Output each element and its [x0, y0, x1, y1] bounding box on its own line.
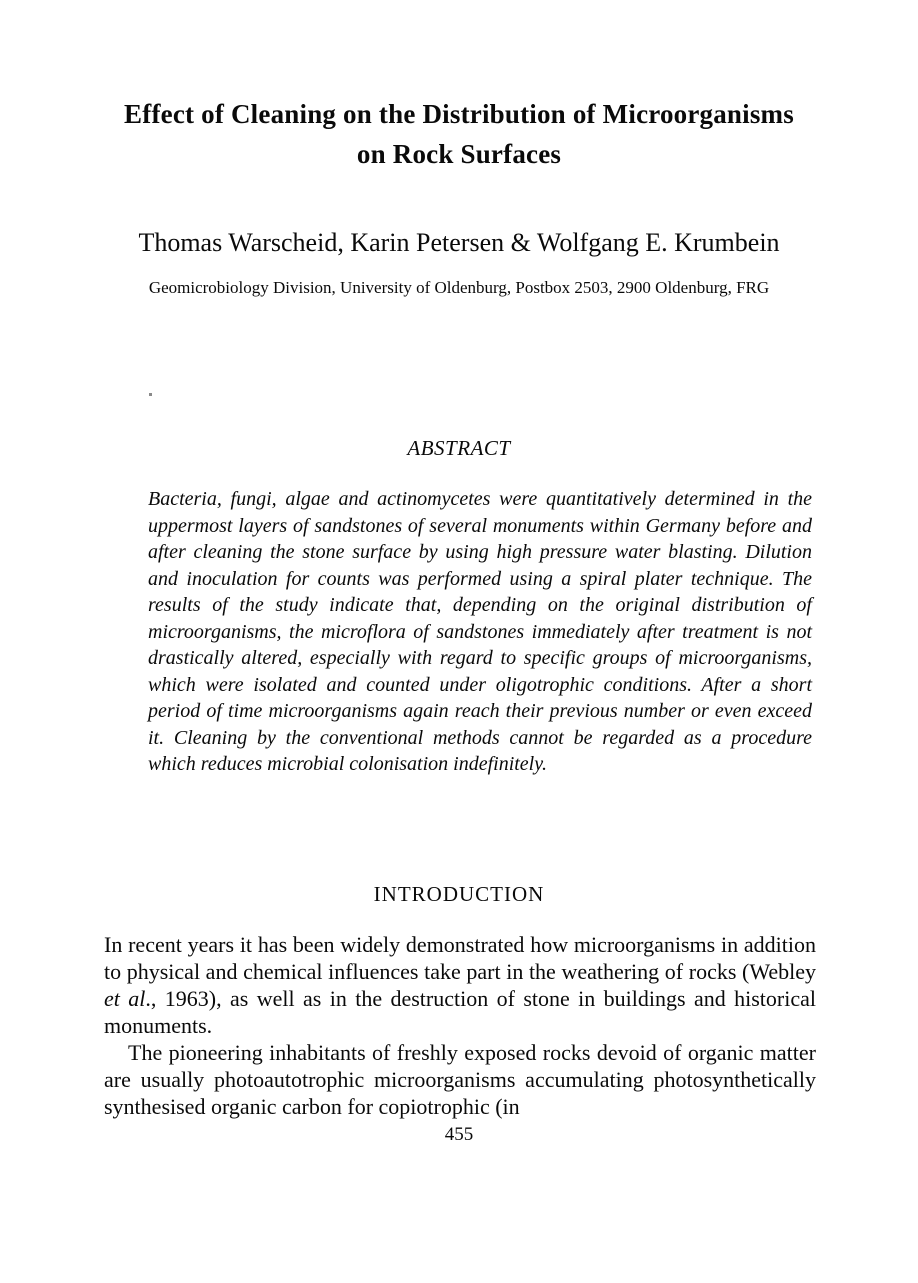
intro-p1-text-before-citation: In recent years it has been widely demonstrated how microorganisms in addition to physical and chemical influences take part in the weathering of rocks (Webley	[104, 932, 816, 984]
page-number: 455	[444, 1124, 474, 1145]
intro-p1-citation-et-al: et al	[104, 986, 146, 1011]
scan-artifact-speck	[149, 393, 152, 396]
paper-title	[0, 94, 918, 174]
introduction-paragraph-2: The pioneering inhabitants of freshly exposed rocks devoid of organic matter are usually photoautotrophic microorganisms accumulating photosynthetically synthesised organic carbon for copiotrophic (in	[104, 1040, 816, 1119]
introduction-heading: INTRODUCTION	[373, 882, 545, 906]
paper-title-line-1: Effect of Cleaning on the Distribution of Microorganisms	[124, 99, 794, 129]
abstract-body: Bacteria, fungi, algae and actinomycetes were quantitatively determined in the uppermost layers of sandstones of several monuments within Germany before and after cleaning the stone surface by using high pressure water blasting. Dilution and inoculation for counts was performed using a spiral plater technique. The results of the study indicate that, depending on the original distribution of microorganisms, the microflora of sandstones immediately after treatment is not drastically altered, especially with regard to specific groups of microorganisms, which were isolated and counted under oligotrophic conditions. After a short period of time microorganisms again reach their previous number or even exceed it. Cleaning by the conventional methods cannot be regarded as a procedure which reduces microbial colonisation indefinitely.	[148, 488, 812, 775]
authors-line: Thomas Warscheid, Karin Petersen & Wolfgang E. Krumbein	[138, 228, 780, 257]
affiliation-line: Geomicrobiology Division, University of Oldenburg, Postbox 2503, 2900 Oldenburg, FRG	[148, 278, 770, 297]
introduction-body	[104, 931, 816, 1120]
intro-p1-text-after-citation: ., 1963), as well as in the destruction of stone in buildings and historical monuments.	[104, 986, 816, 1038]
introduction-paragraph-1	[104, 931, 816, 1039]
abstract-heading: ABSTRACT	[407, 436, 511, 460]
paper-title-line-2: on Rock Surfaces	[356, 139, 562, 169]
